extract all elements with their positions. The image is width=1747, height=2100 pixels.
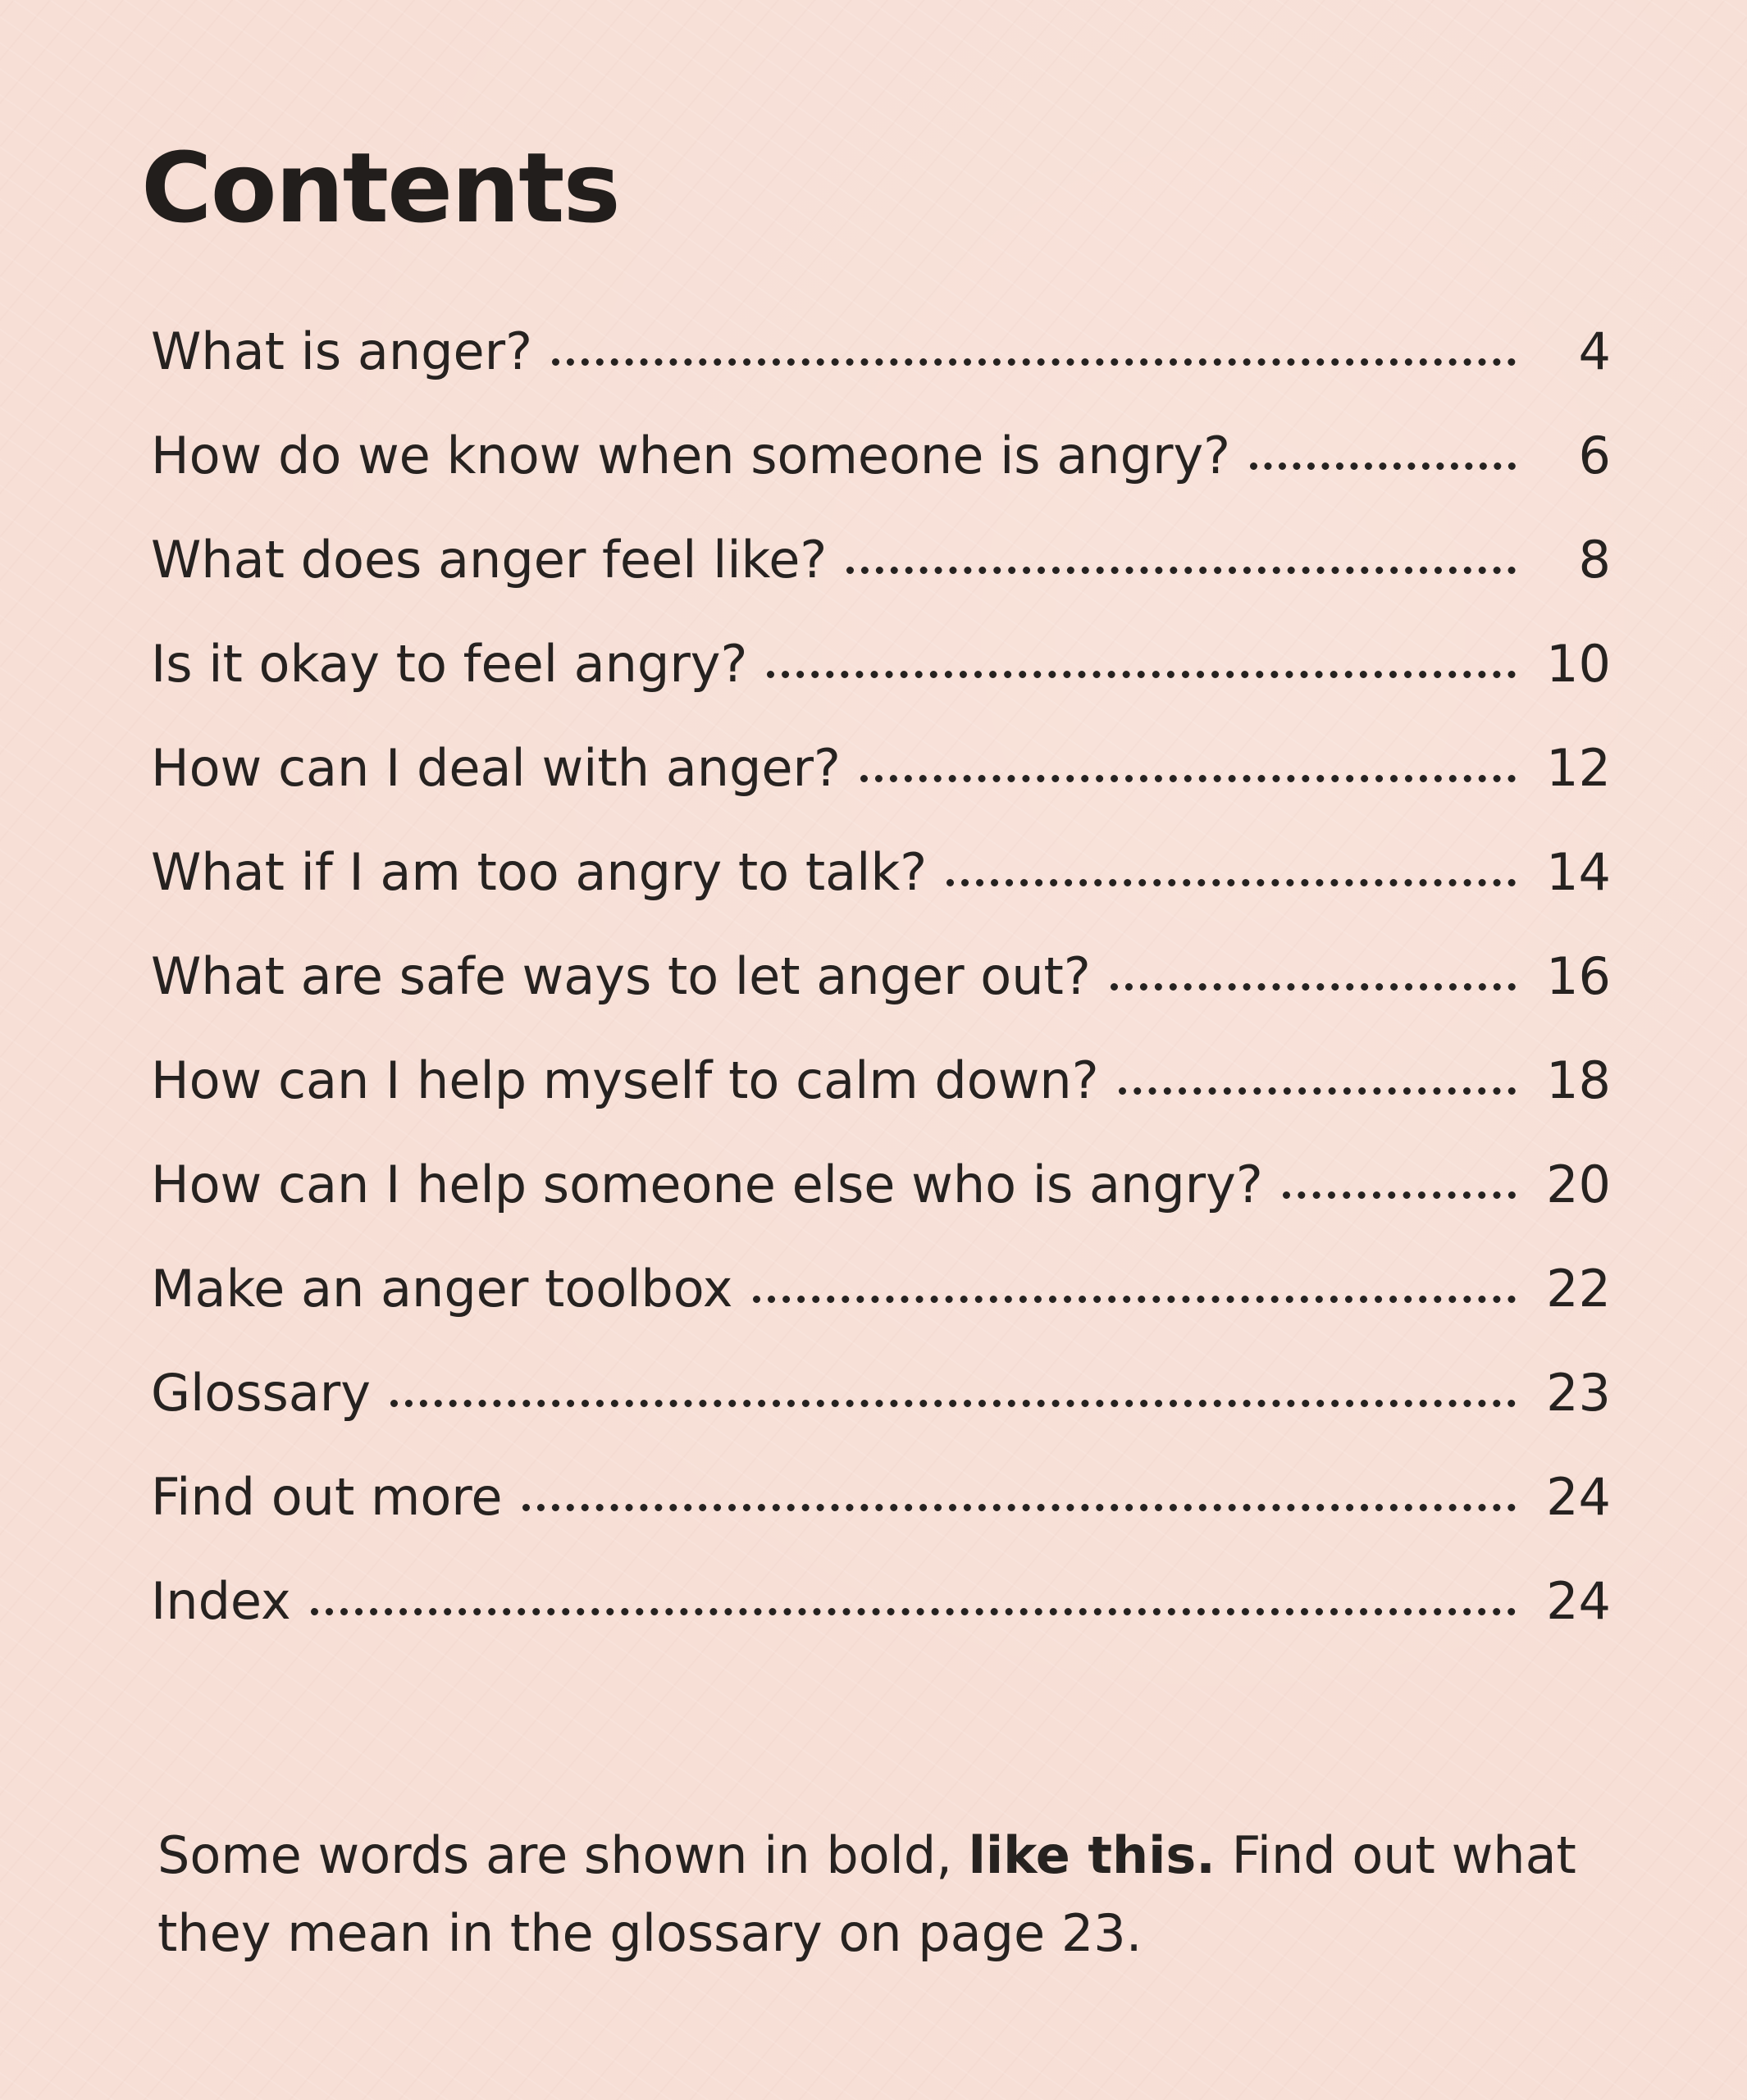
- dot-leader: [846, 567, 1516, 574]
- toc-entry[interactable]: [151, 530, 1611, 639]
- toc-entry[interactable]: [151, 1363, 1611, 1472]
- toc-entry-title: What are safe ways to let anger out?: [151, 946, 1091, 1006]
- toc-entry[interactable]: [151, 1050, 1611, 1159]
- dot-leader: [1111, 983, 1516, 991]
- toc-entry-page: 24: [1546, 1571, 1611, 1631]
- toc-entry-title: What if I am too angry to talk?: [151, 842, 928, 902]
- toc-entry-page: 20: [1546, 1155, 1611, 1214]
- toc-entry-title: What does anger feel like?: [151, 530, 828, 590]
- toc-entry-title: How can I deal with anger?: [151, 738, 841, 798]
- dot-leader: [522, 1504, 1516, 1511]
- dot-leader: [390, 1400, 1516, 1407]
- toc-entry-title: How do we know when someone is angry?: [151, 426, 1231, 485]
- table-of-contents: [151, 321, 1611, 1680]
- bold-example: like this.: [968, 1825, 1216, 1885]
- toc-entry[interactable]: [151, 1259, 1611, 1368]
- toc-entry[interactable]: [151, 1155, 1611, 1264]
- toc-entry[interactable]: [151, 842, 1611, 951]
- toc-entry[interactable]: [151, 738, 1611, 847]
- glossary-note-text-end: Find out what they mean in the glossary on page 23.: [157, 1825, 1576, 1963]
- toc-entry-title: Make an anger toolbox: [151, 1259, 733, 1319]
- toc-entry-page: 8: [1578, 530, 1611, 590]
- toc-entry-page: 24: [1546, 1467, 1611, 1527]
- toc-entry-page: 16: [1546, 946, 1611, 1006]
- dot-leader: [753, 1296, 1517, 1303]
- toc-entry[interactable]: [151, 321, 1611, 430]
- dot-leader: [860, 775, 1516, 782]
- toc-entry-title: How can I help someone else who is angry?: [151, 1155, 1263, 1214]
- toc-entry[interactable]: [151, 946, 1611, 1055]
- toc-entry-page: 6: [1578, 426, 1611, 485]
- dot-leader: [946, 879, 1516, 886]
- toc-entry-page: 4: [1578, 321, 1611, 381]
- toc-entry-page: 23: [1546, 1363, 1611, 1423]
- toc-entry[interactable]: [151, 1571, 1611, 1680]
- toc-entry[interactable]: [151, 634, 1611, 743]
- toc-entry-page: 18: [1546, 1050, 1611, 1110]
- toc-entry-page: 10: [1546, 634, 1611, 694]
- dot-leader: [552, 358, 1516, 366]
- page-title: Contents: [141, 131, 619, 244]
- toc-entry-title: Index: [151, 1571, 291, 1631]
- dot-leader: [1119, 1087, 1516, 1095]
- glossary-note: [157, 1816, 1617, 1972]
- toc-entry-title: How can I help myself to calm down?: [151, 1050, 1099, 1110]
- dot-leader: [1250, 462, 1516, 470]
- dot-leader: [767, 671, 1516, 678]
- dot-leader: [311, 1608, 1516, 1615]
- toc-entry-page: 22: [1546, 1259, 1611, 1319]
- toc-entry-title: What is anger?: [151, 321, 533, 381]
- toc-entry[interactable]: [151, 426, 1611, 535]
- toc-entry[interactable]: [151, 1467, 1611, 1576]
- glossary-note-text: Some words are shown in bold,: [157, 1825, 969, 1885]
- dot-leader: [1283, 1191, 1516, 1199]
- toc-entry-title: Glossary: [151, 1363, 371, 1423]
- toc-entry-page: 12: [1546, 738, 1611, 798]
- toc-entry-title: Is it okay to feel angry?: [151, 634, 748, 694]
- toc-entry-page: 14: [1546, 842, 1611, 902]
- toc-entry-title: Find out more: [151, 1467, 503, 1527]
